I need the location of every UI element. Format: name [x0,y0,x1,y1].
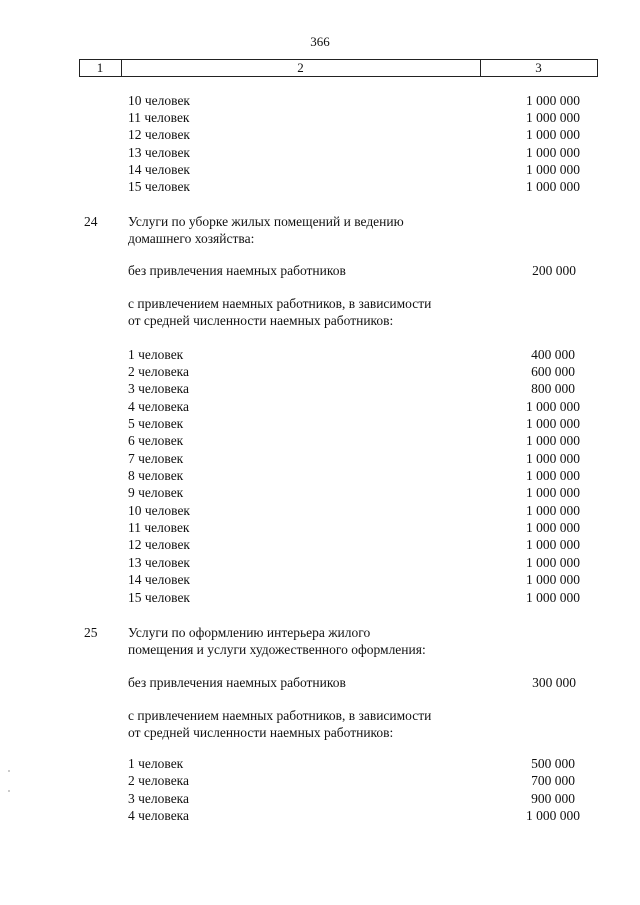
row-amount: 1 000 000 [526,503,580,518]
table-row [128,755,580,772]
table-row [128,571,580,588]
with-employees-line: от средней численности наемных работников: [128,725,394,740]
row-amount: 1 000 000 [526,537,580,552]
row-amount: 500 000 [531,756,575,771]
without-employees-amount: 200 000 [532,263,576,278]
header-col-1: 1 [96,60,104,75]
row-amount: 1 000 000 [526,433,580,448]
row-label: 11 человек [128,520,190,535]
table-row [128,161,580,178]
row-amount: 1 000 000 [526,555,580,570]
row-amount: 1 000 000 [526,127,580,142]
table-row [128,502,580,519]
row-amount: 1 000 000 [526,179,580,194]
table-row [128,536,580,553]
row-label: 14 человек [128,572,190,587]
table-header [79,59,598,77]
row-label: 4 человека [128,808,190,823]
row-label: 7 человек [128,451,184,466]
table-row [128,178,580,195]
row-label: 5 человек [128,416,184,431]
table-row [128,589,580,606]
row-label: 3 человека [128,791,190,806]
row-amount: 700 000 [531,773,575,788]
row-label: 3 человека [128,381,190,396]
without-employees-label: без привлечения наемных работников [128,675,346,690]
section-title-line: помещения и услуги художественного оформления: [128,642,426,657]
row-amount: 1 000 000 [526,399,580,414]
row-amount: 1 000 000 [526,808,580,823]
row-amount: 1 000 000 [526,572,580,587]
header-col-3: 3 [535,60,542,75]
row-amount: 1 000 000 [526,145,580,160]
row-amount: 800 000 [531,381,575,396]
row-label: 13 человек [128,145,190,160]
row-amount: 1 000 000 [526,520,580,535]
section-title-line: домашнего хозяйства: [128,231,255,246]
row-amount: 1 000 000 [526,485,580,500]
table-row [128,554,580,571]
table-row [128,380,580,397]
row-label: 2 человека [128,773,190,788]
header-col-2: 2 [297,60,304,75]
table-row [128,519,580,536]
without-employees-amount: 300 000 [532,675,576,690]
row-label: 9 человек [128,485,184,500]
row-label: 10 человек [128,93,190,108]
table-row [128,484,580,501]
without-employees-label: без привлечения наемных работников [128,263,346,278]
table-row [128,363,580,380]
row-label: 14 человек [128,162,190,177]
row-amount: 1 000 000 [526,110,580,125]
row-label: 13 человек [128,555,190,570]
row-label: 1 человек [128,347,184,362]
scan-speck [8,770,10,772]
scan-speck [8,790,10,792]
section-number: 24 [84,214,98,229]
table-row [128,109,580,126]
row-label: 12 человек [128,127,190,142]
with-employees-line: с привлечением наемных работников, в зависимости [128,708,432,723]
section-number: 25 [84,625,98,640]
row-amount: 1 000 000 [526,416,580,431]
row-amount: 400 000 [531,347,575,362]
table-row [128,790,580,807]
row-label: 12 человек [128,537,190,552]
table-row [128,450,580,467]
table-row [128,92,580,109]
row-label: 15 человек [128,179,190,194]
table-row [128,144,580,161]
row-amount: 1 000 000 [526,590,580,605]
with-employees-line: от средней численности наемных работников: [128,313,394,328]
with-employees-line: с привлечением наемных работников, в зависимости [128,296,432,311]
row-amount: 600 000 [531,364,575,379]
row-amount: 1 000 000 [526,93,580,108]
table-row [128,346,580,363]
row-amount: 1 000 000 [526,162,580,177]
column-divider [597,60,598,76]
table-row [128,126,580,143]
section-title-line: Услуги по оформлению интерьера жилого [128,625,371,640]
row-label: 2 человека [128,364,190,379]
row-amount: 900 000 [531,791,575,806]
table-row [128,807,580,824]
page-number: 366 [310,34,330,49]
row-label: 1 человек [128,756,184,771]
row-label: 11 человек [128,110,190,125]
section-title-line: Услуги по уборке жилых помещений и ведению [128,214,404,229]
row-label: 10 человек [128,503,190,518]
table-row [128,398,580,415]
table-row [128,415,580,432]
row-label: 15 человек [128,590,190,605]
row-label: 8 человек [128,468,184,483]
table-row [128,432,580,449]
table-row [128,772,580,789]
row-amount: 1 000 000 [526,451,580,466]
row-label: 6 человек [128,433,184,448]
row-amount: 1 000 000 [526,468,580,483]
row-label: 4 человека [128,399,190,414]
table-row [128,467,580,484]
